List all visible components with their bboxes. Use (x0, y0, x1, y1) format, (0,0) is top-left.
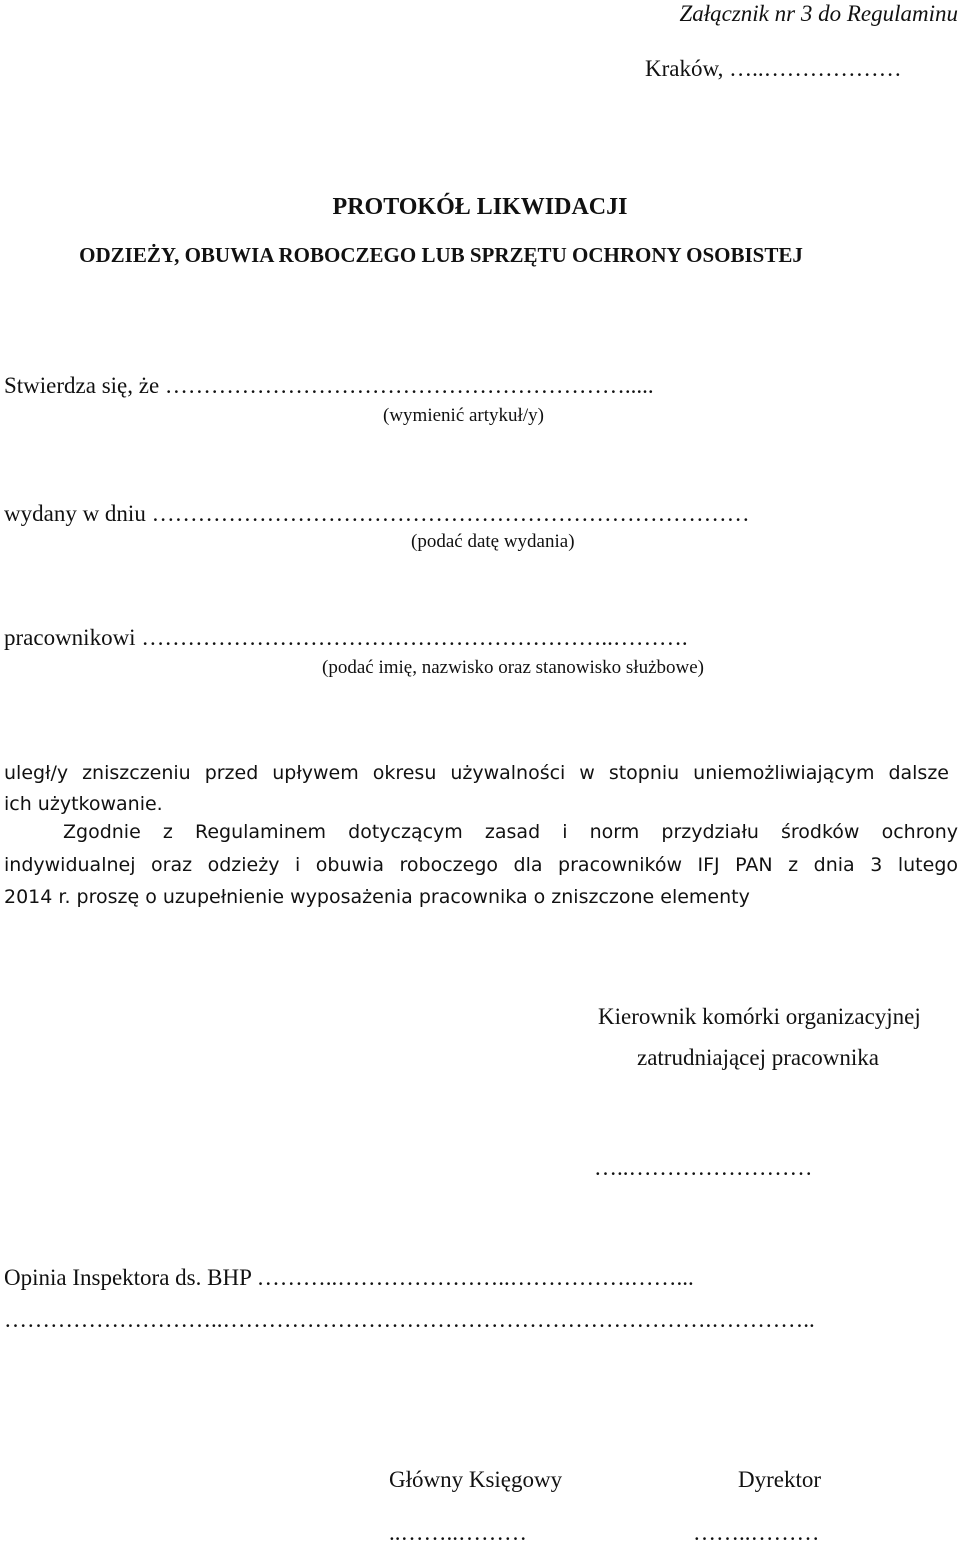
director-label: Dyrektor (738, 1467, 822, 1492)
manager-title: Kierownik komórki organizacyjnej (598, 1004, 921, 1029)
employee-field: pracownikowi ……………………………………………………..………. (4, 625, 688, 650)
statement-field: Stwierdza się, że ……………………………………………………..... (4, 373, 654, 398)
issued-date-hint: (podać datę wydania) (411, 531, 575, 552)
issued-date-field: wydany w dniu …………………………………………………………………… (4, 501, 750, 526)
body-text-line: 2014 r. proszę o uzupełnienie wyposażenia pracownika o zniszczone elementy (4, 886, 750, 908)
manager-title-continued: zatrudniającej pracownika (637, 1045, 880, 1070)
inspector-opinion-field: Opinia Inspektora ds. BHP ………..…………………..…………….……... (4, 1265, 694, 1290)
body-text-line: ich użytkowanie. (4, 793, 163, 815)
document-subtitle: ODZIEŻY, OBUWIA ROBOCZEGO LUB SPRZĘTU OCHRONY OSOBISTEJ (79, 243, 803, 267)
statement-hint: (wymienić artykuł/y) (383, 405, 544, 426)
attachment-note: Załącznik nr 3 do Regulaminu (679, 1, 958, 26)
employee-hint: (podać imię, nazwisko oraz stanowisko służbowe) (322, 657, 705, 678)
place-date-line: Kraków, …..……………… (645, 56, 902, 81)
document-title: PROTOKÓŁ LIKWIDACJI (332, 194, 628, 220)
body-text-line: uległ/y zniszczeniu przed upływem okresu używalności w stopniu uniemożliwiającym dalsze (4, 762, 949, 784)
body-text-line: Zgodnie z Regulaminem dotyczącym zasad i norm przydziału środków ochrony (63, 821, 958, 843)
body-text-line: indywidualnej oraz odzieży i obuwia roboczego dla pracowników IFJ PAN z dnia 3 lutego (4, 854, 958, 876)
manager-signature-line: …..…………………… (594, 1155, 813, 1180)
chief-accountant-signature-line: ..……..……… (389, 1520, 527, 1545)
chief-accountant-label: Główny Księgowy (389, 1467, 563, 1492)
director-signature-line: ……..……… (693, 1520, 820, 1545)
inspector-opinion-dots: ………………………..……………………………………………………….………….. (4, 1307, 815, 1332)
